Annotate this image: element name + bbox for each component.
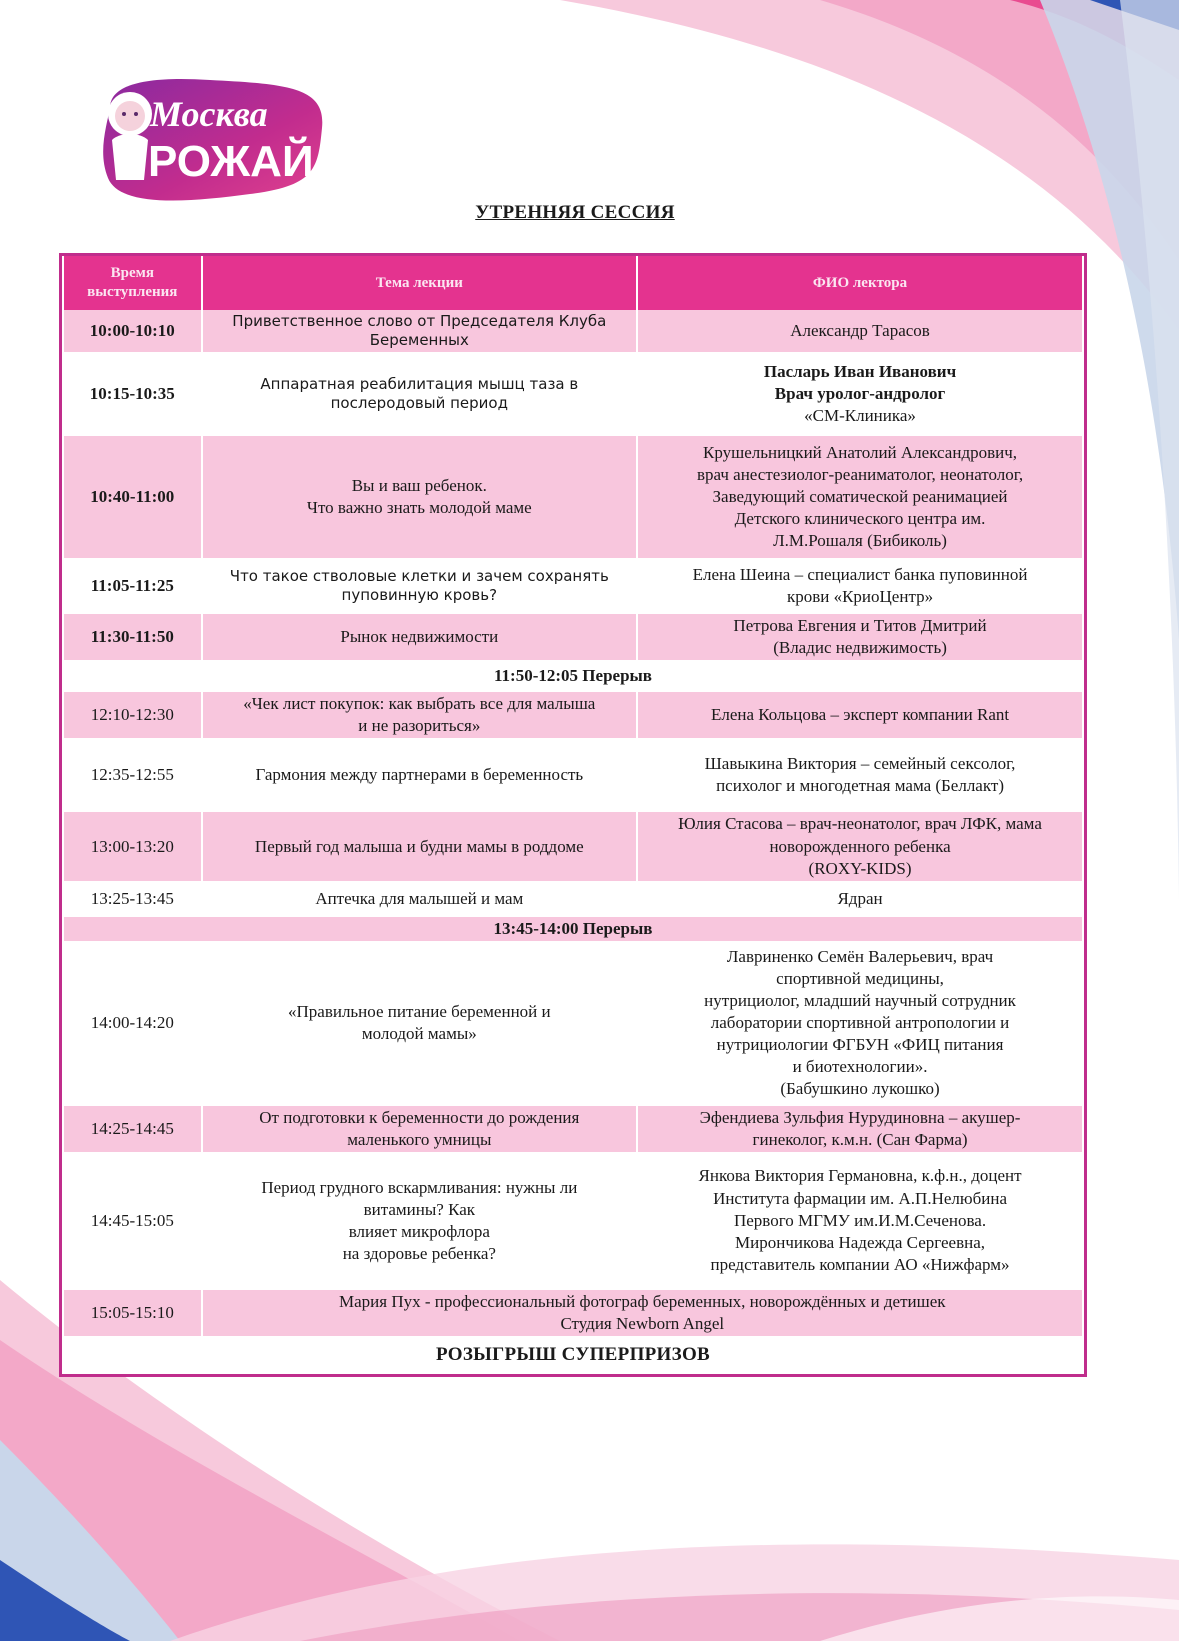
header-topic: Тема лекции	[202, 256, 638, 310]
time-cell: 10:15-10:35	[63, 354, 202, 434]
time-cell: 10:00-10:10	[63, 310, 202, 354]
header-lecturer: ФИО лектора	[637, 256, 1083, 310]
table-row	[63, 310, 1083, 354]
time-cell: 14:00-14:20	[63, 943, 202, 1104]
table-row	[63, 1288, 1083, 1338]
table-row	[63, 1104, 1083, 1154]
topic-cell: Аптечка для малышей и мам	[202, 883, 638, 915]
table-row	[63, 354, 1083, 434]
lecturer-cell: Елена Шеина – специалист банка пуповинной крови «КриоЦентр»	[637, 560, 1083, 612]
time-cell: 12:10-12:30	[63, 690, 202, 740]
topic-cell: «Правильное питание беременной и молодой мамы»	[202, 943, 638, 1104]
lecturer-cell: Петрова Евгения и Титов Дмитрий (Владис недвижимость)	[637, 612, 1083, 662]
time-cell: 12:35-12:55	[63, 740, 202, 810]
lecturer-cell: Шавыкина Виктория – семейный сексолог, психолог и многодетная мама (Беллакт)	[637, 740, 1083, 810]
svg-text:РОЖАЙ: РОЖАЙ	[148, 137, 314, 186]
lecturer-cell: Александр Тарасов	[637, 310, 1083, 354]
table-row	[63, 690, 1083, 740]
table-row	[63, 434, 1083, 560]
table-row	[63, 560, 1083, 612]
lecturer-cell: Елена Кольцова – эксперт компании Rant	[637, 690, 1083, 740]
prize-draw-label: РОЗЫГРЫШ СУПЕРПРИЗОВ	[63, 1338, 1083, 1372]
topic-cell: Период грудного вскармливания: нужны ли витамины? Как влияет микрофлора на здоровье ребенка?	[202, 1154, 638, 1288]
table-row	[63, 1154, 1083, 1288]
break-label: 13:45-14:00 Перерыв	[63, 915, 1083, 943]
time-cell: 15:05-15:10	[63, 1288, 202, 1338]
lecturer-cell: Янкова Виктория Германовна, к.ф.н., доцент Института фармации им. А.П.Нелюбина Первого МГМУ им.И.М.Сеченова. Мирончикова Надежда Сергеевна, представитель компании АО «Нижфарм»	[637, 1154, 1083, 1288]
svg-text:Москва: Москва	[150, 94, 268, 134]
lecturer-cell: Эфендиева Зульфия Нурудиновна – акушер- гинеколог, к.м.н. (Сан Фарма)	[637, 1104, 1083, 1154]
time-cell: 14:25-14:45	[63, 1104, 202, 1154]
time-cell: 13:25-13:45	[63, 883, 202, 915]
lecturer-cell: Крушельницкий Анатолий Александрович, врач анестезиолог-реаниматолог, неонатолог, Заведующий соматической реанимацией Детского клинического центра им. Л.М.Рошаля (Бибиколь)	[637, 434, 1083, 560]
topic-cell: Что такое стволовые клетки и зачем сохранять пуповинную кровь?	[202, 560, 638, 612]
lecturer-cell: Лавриненко Семён Валерьевич, врач спортивной медицины, нутрициолог, младший научный сотрудник лаборатории спортивной антропологии и нутрициологии ФГБУН «ФИЦ питания и биотехнологии». (Бабушкино лукошко)	[637, 943, 1083, 1104]
prize-row	[63, 1338, 1083, 1372]
time-cell: 10:40-11:00	[63, 434, 202, 560]
topic-cell: Первый год малыша и будни мамы в роддоме	[202, 810, 638, 882]
header-time: Время выступления	[63, 256, 202, 310]
topic-cell: Вы и ваш ребенок. Что важно знать молодой маме	[202, 434, 638, 560]
break-label: 11:50-12:05 Перерыв	[63, 662, 1083, 690]
time-cell: 13:00-13:20	[63, 810, 202, 882]
table-row	[63, 740, 1083, 810]
break-row	[63, 662, 1083, 690]
time-cell: 14:45-15:05	[63, 1154, 202, 1288]
break-row	[63, 915, 1083, 943]
lecturer-cell: Пасларь Иван Иванович Врач уролог-андролог «СМ-Клиника»	[637, 354, 1083, 434]
lecturer-cell: Ядран	[637, 883, 1083, 915]
schedule-table	[59, 253, 1087, 1377]
table-row	[63, 810, 1083, 882]
topic-cell: От подготовки к беременности до рождения маленького умницы	[202, 1104, 638, 1154]
topic-cell: Аппаратная реабилитация мышц таза в послеродовый период	[202, 354, 638, 434]
moskva-rozhai-logo	[90, 68, 330, 218]
lecturer-cell: Юлия Стасова – врач-неонатолог, врач ЛФК, мама новорожденного ребенка (ROXY-KIDS)	[637, 810, 1083, 882]
topic-cell: Приветственное слово от Председателя Клуба Беременных	[202, 310, 638, 354]
topic-cell: Гармония между партнерами в беременность	[202, 740, 638, 810]
topic-cell: Рынок недвижимости	[202, 612, 638, 662]
session-title: УТРЕННЯЯ СЕССИЯ	[475, 202, 675, 223]
table-header-row	[63, 256, 1083, 310]
time-cell: 11:30-11:50	[63, 612, 202, 662]
topic-cell: «Чек лист покупок: как выбрать все для малыша и не разориться»	[202, 690, 638, 740]
time-cell: 11:05-11:25	[63, 560, 202, 612]
table-row	[63, 943, 1083, 1104]
topic-lecturer-cell: Мария Пух - профессиональный фотограф беременных, новорождённых и детишек Студия Newborn Angel	[202, 1288, 1083, 1338]
table-row	[63, 612, 1083, 662]
table-row	[63, 883, 1083, 915]
